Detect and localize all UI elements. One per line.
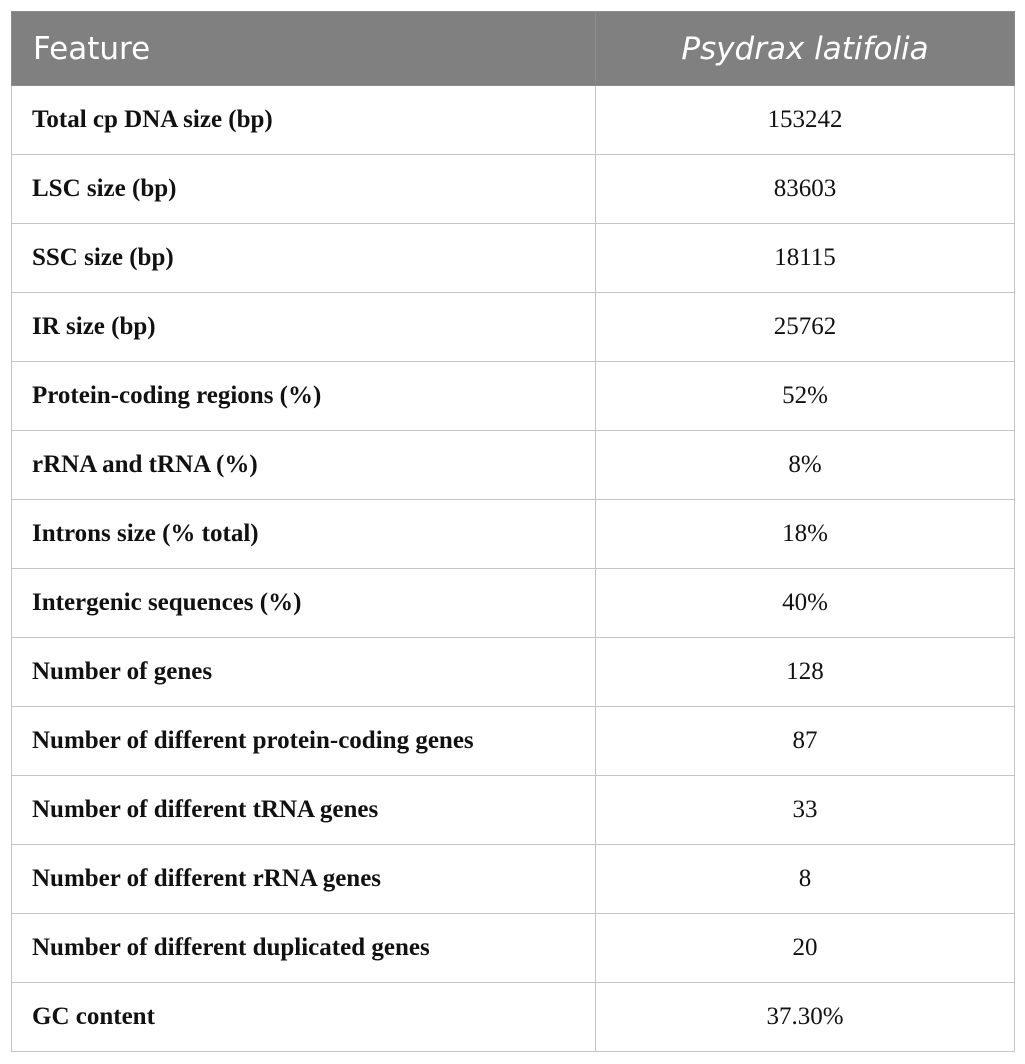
table-row: [12, 776, 1015, 845]
header-row: [12, 12, 1015, 86]
header-species: Psydrax latifolia: [596, 12, 1015, 86]
value-cell: 18115: [596, 224, 1015, 293]
table-row: [12, 500, 1015, 569]
table-row: [12, 845, 1015, 914]
value-cell: 153242: [596, 86, 1015, 155]
table-row: [12, 638, 1015, 707]
value-cell: 87: [596, 707, 1015, 776]
table-row: [12, 569, 1015, 638]
table-row: [12, 914, 1015, 983]
feature-cell: Intergenic sequences (%): [12, 569, 596, 638]
chloroplast-genome-features-table: [11, 11, 1015, 1052]
value-cell: 128: [596, 638, 1015, 707]
value-cell: 40%: [596, 569, 1015, 638]
value-cell: 52%: [596, 362, 1015, 431]
table-row: [12, 431, 1015, 500]
feature-cell: Protein-coding regions (%): [12, 362, 596, 431]
table-row: [12, 707, 1015, 776]
value-cell: 37.30%: [596, 983, 1015, 1052]
feature-cell: rRNA and tRNA (%): [12, 431, 596, 500]
table-row: [12, 362, 1015, 431]
feature-cell: Number of different tRNA genes: [12, 776, 596, 845]
value-cell: 8: [596, 845, 1015, 914]
value-cell: 8%: [596, 431, 1015, 500]
table-row: [12, 224, 1015, 293]
table-body: [12, 86, 1015, 1052]
feature-cell: GC content: [12, 983, 596, 1052]
feature-cell: Total cp DNA size (bp): [12, 86, 596, 155]
feature-cell: Number of different duplicated genes: [12, 914, 596, 983]
value-cell: 20: [596, 914, 1015, 983]
table-row: [12, 155, 1015, 224]
feature-cell: Number of different protein-coding genes: [12, 707, 596, 776]
feature-cell: Introns size (% total): [12, 500, 596, 569]
value-cell: 33: [596, 776, 1015, 845]
value-cell: 18%: [596, 500, 1015, 569]
feature-cell: Number of genes: [12, 638, 596, 707]
value-cell: 83603: [596, 155, 1015, 224]
table-row: [12, 983, 1015, 1052]
table-row: [12, 86, 1015, 155]
table-container: [11, 11, 1014, 1052]
value-cell: 25762: [596, 293, 1015, 362]
feature-cell: LSC size (bp): [12, 155, 596, 224]
feature-cell: SSC size (bp): [12, 224, 596, 293]
feature-cell: IR size (bp): [12, 293, 596, 362]
feature-cell: Number of different rRNA genes: [12, 845, 596, 914]
header-feature: Feature: [12, 12, 596, 86]
table-header: [12, 12, 1015, 86]
table-row: [12, 293, 1015, 362]
